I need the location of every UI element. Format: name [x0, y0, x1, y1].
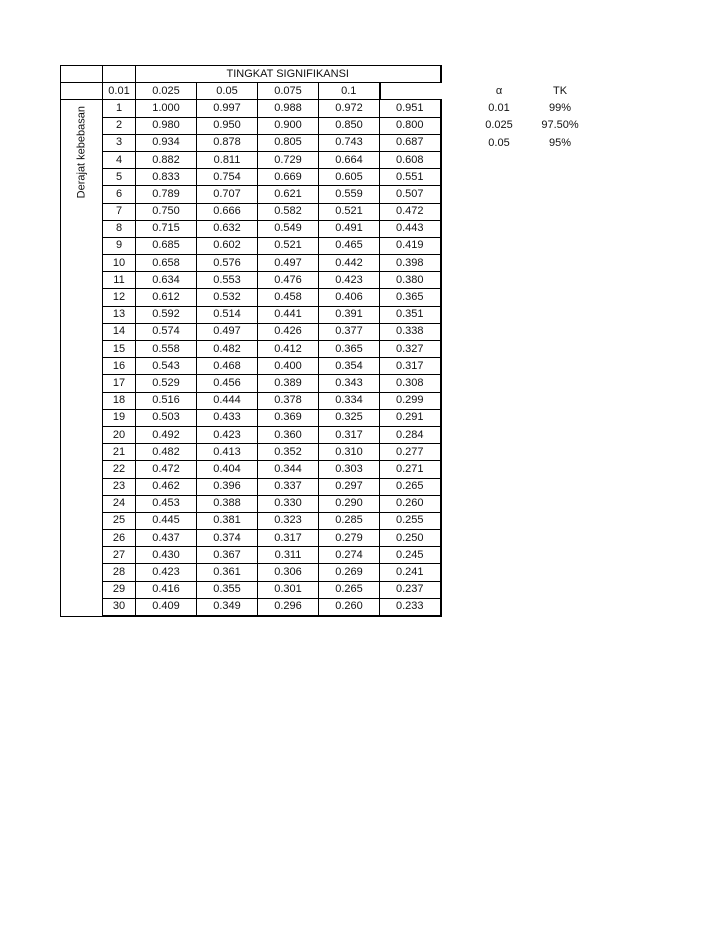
table-row: [61, 512, 441, 529]
df-cell: 4: [103, 151, 136, 168]
value-cell: 0.396: [197, 478, 258, 495]
value-cell: 0.632: [197, 220, 258, 237]
value-cell: 0.576: [197, 255, 258, 272]
table-row: [61, 255, 441, 272]
value-cell: 0.521: [258, 237, 319, 254]
value-cell: 0.389: [258, 375, 319, 392]
value-cell: 0.412: [258, 341, 319, 358]
df-cell: 10: [103, 255, 136, 272]
value-cell: 0.445: [136, 512, 197, 529]
value-cell: 0.433: [197, 409, 258, 426]
value-cell: 0.453: [136, 495, 197, 512]
value-cell: 0.621: [258, 186, 319, 203]
value-cell: 0.400: [258, 358, 319, 375]
column-header: 0.1: [319, 83, 380, 100]
table-row: [61, 323, 441, 340]
value-cell: 0.241: [380, 564, 441, 581]
df-cell: 15: [103, 341, 136, 358]
value-cell: 0.472: [380, 203, 441, 220]
value-cell: 0.482: [197, 341, 258, 358]
df-cell: 11: [103, 272, 136, 289]
value-cell: 0.323: [258, 512, 319, 529]
table-row: [61, 306, 441, 323]
value-cell: 0.380: [380, 272, 441, 289]
value-cell: 0.344: [258, 461, 319, 478]
row-axis-label: Derajat kebebasan: [75, 106, 87, 199]
value-cell: 0.442: [319, 255, 380, 272]
tk-value: 99%: [548, 102, 572, 115]
value-cell: 0.559: [319, 186, 380, 203]
df-cell: 21: [103, 444, 136, 461]
value-cell: 0.456: [197, 375, 258, 392]
value-cell: 0.269: [319, 564, 380, 581]
header-row-columns: [61, 83, 441, 100]
value-cell: 0.800: [380, 117, 441, 134]
value-cell: 0.602: [197, 237, 258, 254]
alpha-confidence-table: [465, 83, 587, 152]
value-cell: 0.343: [319, 375, 380, 392]
df-cell: 1: [103, 100, 136, 117]
value-cell: 0.255: [380, 512, 441, 529]
value-cell: 0.476: [258, 272, 319, 289]
value-cell: 0.354: [319, 358, 380, 375]
value-cell: 0.521: [319, 203, 380, 220]
side-table-body: [465, 83, 587, 152]
value-cell: 0.271: [380, 461, 441, 478]
value-cell: 0.551: [380, 169, 441, 186]
table-row: [61, 272, 441, 289]
value-cell: 0.296: [258, 598, 319, 616]
value-cell: 0.265: [319, 581, 380, 598]
value-cell: 0.750: [136, 203, 197, 220]
value-cell: 0.377: [319, 323, 380, 340]
value-cell: 0.260: [319, 598, 380, 616]
value-cell: 0.391: [319, 306, 380, 323]
value-cell: 0.233: [380, 598, 441, 616]
value-cell: 0.465: [319, 237, 380, 254]
value-cell: 0.351: [380, 306, 441, 323]
tk-value: 95%: [548, 136, 572, 149]
value-cell: 0.277: [380, 444, 441, 461]
value-cell: 0.833: [136, 169, 197, 186]
table-row: [61, 547, 441, 564]
table-row: [61, 220, 441, 237]
value-cell: 0.327: [380, 341, 441, 358]
value-cell: 0.317: [380, 358, 441, 375]
table-row: [61, 237, 441, 254]
side-row: [465, 135, 587, 152]
value-cell: 0.250: [380, 530, 441, 547]
df-cell: 8: [103, 220, 136, 237]
value-cell: 0.419: [380, 237, 441, 254]
value-cell: 0.352: [258, 444, 319, 461]
table-row: [61, 581, 441, 598]
value-cell: 0.482: [136, 444, 197, 461]
alpha-value: 0.01: [488, 102, 510, 115]
value-cell: 0.789: [136, 186, 197, 203]
value-cell: 0.423: [136, 564, 197, 581]
table-row: [61, 375, 441, 392]
df-cell: 24: [103, 495, 136, 512]
value-cell: 0.426: [258, 323, 319, 340]
value-cell: 0.491: [319, 220, 380, 237]
df-cell: 22: [103, 461, 136, 478]
table-row: [61, 100, 441, 117]
df-cell: 29: [103, 581, 136, 598]
table-row: [61, 358, 441, 375]
corner-cell: [61, 66, 103, 83]
value-cell: 0.374: [197, 530, 258, 547]
value-cell: 0.398: [380, 255, 441, 272]
table-row: [61, 530, 441, 547]
table-row: [61, 478, 441, 495]
value-cell: 0.413: [197, 444, 258, 461]
table-body: [61, 66, 441, 617]
value-cell: 0.381: [197, 512, 258, 529]
column-header: 0.01: [103, 83, 136, 100]
value-cell: 0.549: [258, 220, 319, 237]
value-cell: 0.388: [197, 495, 258, 512]
value-cell: 0.285: [319, 512, 380, 529]
table-row: [61, 495, 441, 512]
value-cell: 0.882: [136, 151, 197, 168]
value-cell: 0.365: [380, 289, 441, 306]
value-cell: 1.000: [136, 100, 197, 117]
value-cell: 0.605: [319, 169, 380, 186]
value-cell: 0.507: [380, 186, 441, 203]
df-cell: 14: [103, 323, 136, 340]
table-row: [61, 341, 441, 358]
df-cell: 7: [103, 203, 136, 220]
alpha-header: α: [495, 85, 503, 98]
value-cell: 0.423: [197, 426, 258, 443]
value-cell: 0.409: [136, 598, 197, 616]
value-cell: 0.669: [258, 169, 319, 186]
value-cell: 0.369: [258, 409, 319, 426]
value-cell: 0.608: [380, 151, 441, 168]
df-cell: 17: [103, 375, 136, 392]
side-row: [465, 100, 587, 117]
column-header: 0.075: [258, 83, 319, 100]
value-cell: 0.337: [258, 478, 319, 495]
value-cell: 0.245: [380, 547, 441, 564]
value-cell: 0.634: [136, 272, 197, 289]
table-row: [61, 461, 441, 478]
value-cell: 0.950: [197, 117, 258, 134]
value-cell: 0.291: [380, 409, 441, 426]
table-row: [61, 186, 441, 203]
value-cell: 0.516: [136, 392, 197, 409]
significance-table: [60, 65, 442, 617]
df-cell: 30: [103, 598, 136, 616]
value-cell: 0.317: [319, 426, 380, 443]
df-cell: 3: [103, 134, 136, 151]
value-cell: 0.553: [197, 272, 258, 289]
value-cell: 0.658: [136, 255, 197, 272]
value-cell: 0.338: [380, 323, 441, 340]
value-cell: 0.330: [258, 495, 319, 512]
value-cell: 0.317: [258, 530, 319, 547]
value-cell: 0.850: [319, 117, 380, 134]
value-cell: 0.290: [319, 495, 380, 512]
df-cell: 5: [103, 169, 136, 186]
value-cell: 0.754: [197, 169, 258, 186]
value-cell: 0.260: [380, 495, 441, 512]
corner-cell-df-blank: [61, 83, 103, 100]
value-cell: 0.574: [136, 323, 197, 340]
table-row: [61, 444, 441, 461]
value-cell: 0.360: [258, 426, 319, 443]
value-cell: 0.503: [136, 409, 197, 426]
value-cell: 0.297: [319, 478, 380, 495]
value-cell: 0.334: [319, 392, 380, 409]
df-cell: 19: [103, 409, 136, 426]
value-cell: 0.349: [197, 598, 258, 616]
value-cell: 0.514: [197, 306, 258, 323]
df-cell: 18: [103, 392, 136, 409]
table-row: [61, 134, 441, 151]
table-row: [61, 598, 441, 616]
df-cell: 28: [103, 564, 136, 581]
value-cell: 0.423: [319, 272, 380, 289]
value-cell: 0.878: [197, 134, 258, 151]
row-axis-label-cell: [61, 100, 103, 616]
value-cell: 0.284: [380, 426, 441, 443]
value-cell: 0.441: [258, 306, 319, 323]
df-cell: 6: [103, 186, 136, 203]
header-row-title: [61, 66, 441, 83]
value-cell: 0.237: [380, 581, 441, 598]
value-cell: 0.685: [136, 237, 197, 254]
value-cell: 0.707: [197, 186, 258, 203]
value-cell: 0.934: [136, 134, 197, 151]
value-cell: 0.306: [258, 564, 319, 581]
value-cell: 0.805: [258, 134, 319, 151]
value-cell: 0.311: [258, 547, 319, 564]
value-cell: 0.443: [380, 220, 441, 237]
value-cell: 0.743: [319, 134, 380, 151]
column-header: 0.05: [197, 83, 258, 100]
df-cell: 2: [103, 117, 136, 134]
value-cell: 0.310: [319, 444, 380, 461]
table-row: [61, 409, 441, 426]
value-cell: 0.279: [319, 530, 380, 547]
value-cell: 0.811: [197, 151, 258, 168]
table-row: [61, 151, 441, 168]
value-cell: 0.301: [258, 581, 319, 598]
value-cell: 0.687: [380, 134, 441, 151]
value-cell: 0.361: [197, 564, 258, 581]
value-cell: 0.437: [136, 530, 197, 547]
df-cell: 26: [103, 530, 136, 547]
value-cell: 0.497: [258, 255, 319, 272]
value-cell: 0.458: [258, 289, 319, 306]
tk-header: TK: [552, 85, 568, 98]
side-row: [465, 117, 587, 134]
column-header: 0.025: [136, 83, 197, 100]
value-cell: 0.444: [197, 392, 258, 409]
value-cell: 0.404: [197, 461, 258, 478]
table-row: [61, 169, 441, 186]
value-cell: 0.492: [136, 426, 197, 443]
df-cell: 9: [103, 237, 136, 254]
value-cell: 0.592: [136, 306, 197, 323]
tk-value: 97.50%: [541, 119, 579, 132]
corner-cell-df: [103, 66, 136, 83]
alpha-value: 0.05: [488, 136, 510, 149]
value-cell: 0.729: [258, 151, 319, 168]
df-cell: 13: [103, 306, 136, 323]
table-row: [61, 203, 441, 220]
table-row: [61, 117, 441, 134]
value-cell: 0.612: [136, 289, 197, 306]
value-cell: 0.900: [258, 117, 319, 134]
value-cell: 0.664: [319, 151, 380, 168]
value-cell: 0.582: [258, 203, 319, 220]
value-cell: 0.666: [197, 203, 258, 220]
value-cell: 0.416: [136, 581, 197, 598]
value-cell: 0.355: [197, 581, 258, 598]
table-row: [61, 289, 441, 306]
df-cell: 25: [103, 512, 136, 529]
side-header-row: [465, 83, 587, 100]
value-cell: 0.265: [380, 478, 441, 495]
value-cell: 0.367: [197, 547, 258, 564]
value-cell: 0.980: [136, 117, 197, 134]
value-cell: 0.532: [197, 289, 258, 306]
value-cell: 0.997: [197, 100, 258, 117]
value-cell: 0.430: [136, 547, 197, 564]
value-cell: 0.951: [380, 100, 441, 117]
value-cell: 0.988: [258, 100, 319, 117]
table-row: [61, 392, 441, 409]
value-cell: 0.325: [319, 409, 380, 426]
value-cell: 0.378: [258, 392, 319, 409]
df-cell: 20: [103, 426, 136, 443]
value-cell: 0.972: [319, 100, 380, 117]
value-cell: 0.406: [319, 289, 380, 306]
value-cell: 0.558: [136, 341, 197, 358]
value-cell: 0.468: [197, 358, 258, 375]
value-cell: 0.365: [319, 341, 380, 358]
df-cell: 23: [103, 478, 136, 495]
table-row: [61, 426, 441, 443]
alpha-value: 0.025: [485, 119, 513, 132]
significance-header: TINGKAT SIGNIFIKANSI: [136, 66, 441, 83]
value-cell: 0.274: [319, 547, 380, 564]
value-cell: 0.308: [380, 375, 441, 392]
df-cell: 27: [103, 547, 136, 564]
table-row: [61, 564, 441, 581]
value-cell: 0.303: [319, 461, 380, 478]
value-cell: 0.543: [136, 358, 197, 375]
value-cell: 0.497: [197, 323, 258, 340]
value-cell: 0.299: [380, 392, 441, 409]
value-cell: 0.462: [136, 478, 197, 495]
df-cell: 12: [103, 289, 136, 306]
value-cell: 0.529: [136, 375, 197, 392]
value-cell: 0.715: [136, 220, 197, 237]
df-cell: 16: [103, 358, 136, 375]
value-cell: 0.472: [136, 461, 197, 478]
